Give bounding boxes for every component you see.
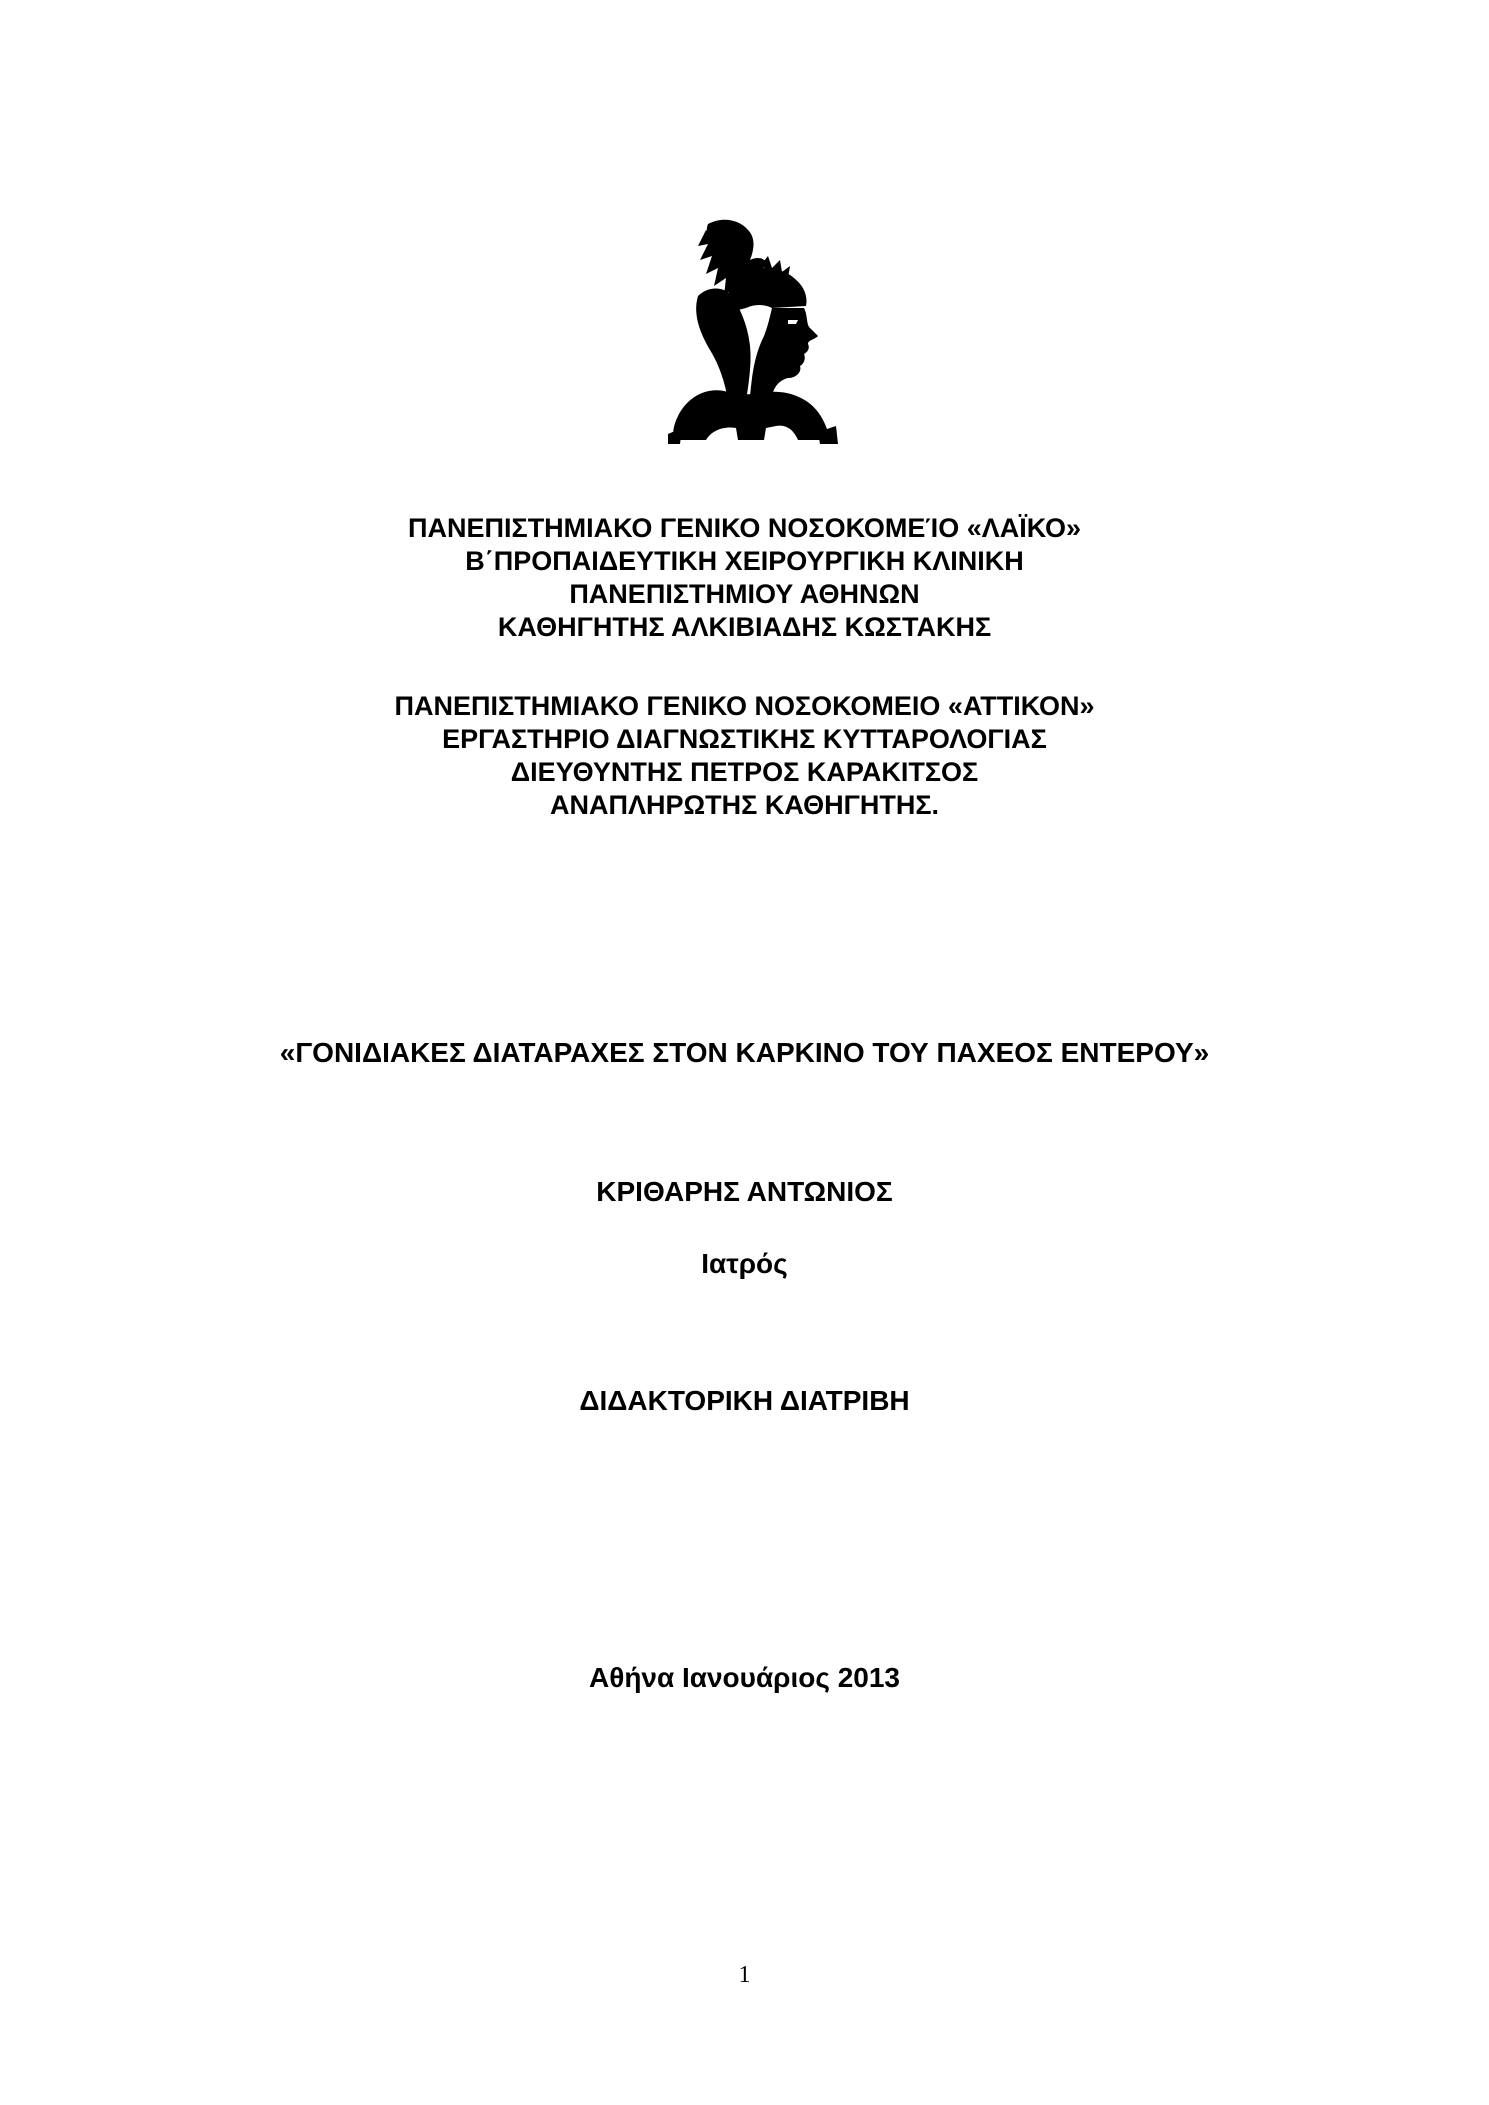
thesis-title: «ΓΟΝΙΔΙΑΚΕΣ ΔΙΑΤΑΡΑΧΕΣ ΣΤΟΝ ΚΑΡΚΙΝΟ ΤΟΥ ΠΑΧΕΟΣ ΕΝΤΕΡΟΥ» xyxy=(279,1037,1210,1068)
hospital-1-line-3: ΠΑΝΕΠΙΣΤΗΜΙΟΥ ΑΘΗΝΩΝ xyxy=(569,579,920,609)
hospital-1-line-4: ΚΑΘΗΓΗΤΗΣ ΑΛΚΙΒΙΑΔΗΣ ΚΩΣΤΑΚΗΣ xyxy=(497,612,992,642)
document-type: ΔΙΔΑΚΤΟΡΙΚΗ ΔΙΑΤΡΙΒΗ xyxy=(579,1385,910,1416)
hospital-1-line-1: ΠΑΝΕΠΙΣΤΗΜΙΑΚΟ ΓΕΝΙΚΟ ΝΟΣΟΚΟΜΕΊΟ «ΛΑΪΚΟ» xyxy=(407,513,1081,543)
place-date: Αθήνα Ιανουάριος 2013 xyxy=(588,1662,901,1693)
hospital-2-line-1: ΠΑΝΕΠΙΣΤΗΜΙΑΚΟ ΓΕΝΙΚΟ ΝΟΣΟΚΟΜΕΙΟ «ΑΤΤΙΚΟΝ» xyxy=(394,691,1095,721)
hospital-1-block xyxy=(0,512,1489,644)
hospital-2-line-4: ΑΝΑΠΛΗΡΩΤΗΣ ΚΑΘΗΓΗΤΗΣ. xyxy=(549,790,940,820)
page-number: 1 xyxy=(738,1962,751,1988)
hospital-1-line-2: Β΄ΠΡΟΠΑΙΔΕΥΤΙΚΗ ΧΕΙΡΟΥΡΓΙΚΗ ΚΛΙΝΙΚΗ xyxy=(465,546,1024,576)
author-name: ΚΡΙΘΑΡΗΣ ΑΝΤΩΝΙΟΣ xyxy=(596,1176,893,1207)
hospital-2-block xyxy=(0,690,1489,822)
hospital-2-line-3: ΔΙΕΥΘΥΝΤΗΣ ΠΕΤΡΟΣ ΚΑΡΑΚΙΤΣΟΣ xyxy=(510,757,979,787)
author-role: Ιατρός xyxy=(701,1248,788,1279)
athena-head-logo-icon xyxy=(668,216,838,444)
hospital-2-line-2: ΕΡΓΑΣΤΗΡΙΟ ΔΙΑΓΝΩΣΤΙΚΗΣ ΚΥΤΤΑΡΟΛΟΓΙΑΣ xyxy=(442,724,1047,754)
